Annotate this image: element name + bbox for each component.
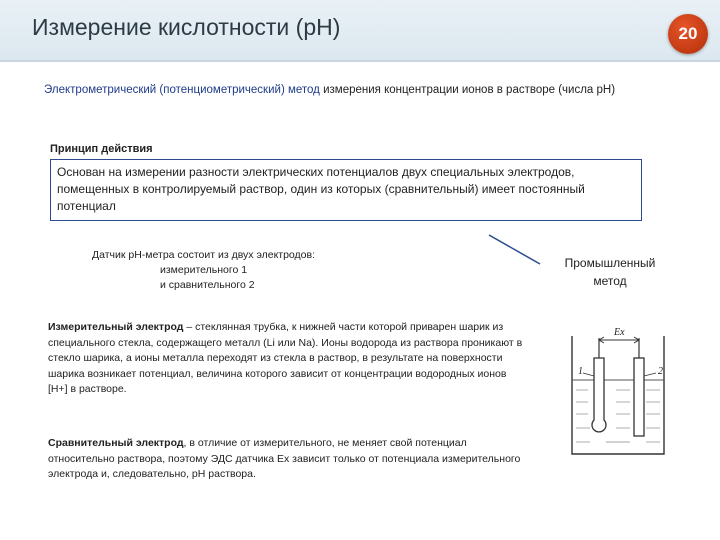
- principle-box: [50, 159, 642, 221]
- comparative-text: , в отличие от измерительного, не меняет свой потенциал относительно раствора, поэтому ЭДС датчика Ex зависит только от потенциала измерительного электрода и, следовательно, pH раствора.: [48, 437, 521, 480]
- principle-text: Основан на измерении разности электрических потенциалов двух специальных электродов, помещенных в контролируемый раствор, один из которых (сравнительный) имеет постоянный потенциал: [57, 165, 585, 213]
- measuring-electrode-paragraph: [48, 320, 528, 398]
- measuring-text: – стеклянная трубка, к нижней части которой приварен шарик из специального стекла, содержащего металл (Li или Na). Ионы водорода из раствора проникают в стекло шарика, а ионы металла переходят из стекла в раствор, в результате на поверхности шарика возникает потенциал, величина которого зависит от концентрации водородных ионов [H+] в растворе.: [48, 321, 523, 395]
- emf-label: Ex: [614, 327, 625, 338]
- pointer-line: [486, 232, 546, 272]
- industrial-method-label: [560, 254, 660, 290]
- sensor-line-2: измерительного 1: [160, 264, 248, 276]
- electrode-diagram: [560, 318, 680, 460]
- industrial-line-2: метод: [593, 274, 627, 288]
- comparative-electrode-paragraph: [48, 436, 528, 483]
- comparative-term: Сравнительный электрод: [48, 437, 184, 449]
- electrode-1-label: 1: [578, 366, 583, 377]
- comparative-electrode: [634, 358, 644, 436]
- slide-title: Измерение кислотности (pH): [32, 14, 341, 40]
- sensor-line-3: и сравнительного 2: [160, 279, 255, 291]
- method-highlight: Электрометрический (потенциометрический) метод: [44, 84, 320, 96]
- slide-number-badge: 20: [668, 14, 708, 54]
- measuring-term: Измерительный электрод: [48, 321, 184, 333]
- industrial-line-1: Промышленный: [564, 256, 656, 270]
- electrode-2-label: 2: [658, 366, 663, 377]
- intro-paragraph: [44, 82, 664, 99]
- principle-label: Принцип действия: [50, 143, 153, 155]
- sensor-line-1: Датчик pH-метра состоит из двух электродов:: [92, 249, 316, 261]
- sensor-description: [92, 248, 315, 293]
- measuring-electrode: [592, 358, 606, 432]
- solution-hatching: [576, 390, 660, 442]
- intro-rest: измерения концентрации ионов в растворе (числа pH): [319, 84, 616, 96]
- beaker-outline: [572, 336, 664, 454]
- header-rule: [0, 60, 720, 62]
